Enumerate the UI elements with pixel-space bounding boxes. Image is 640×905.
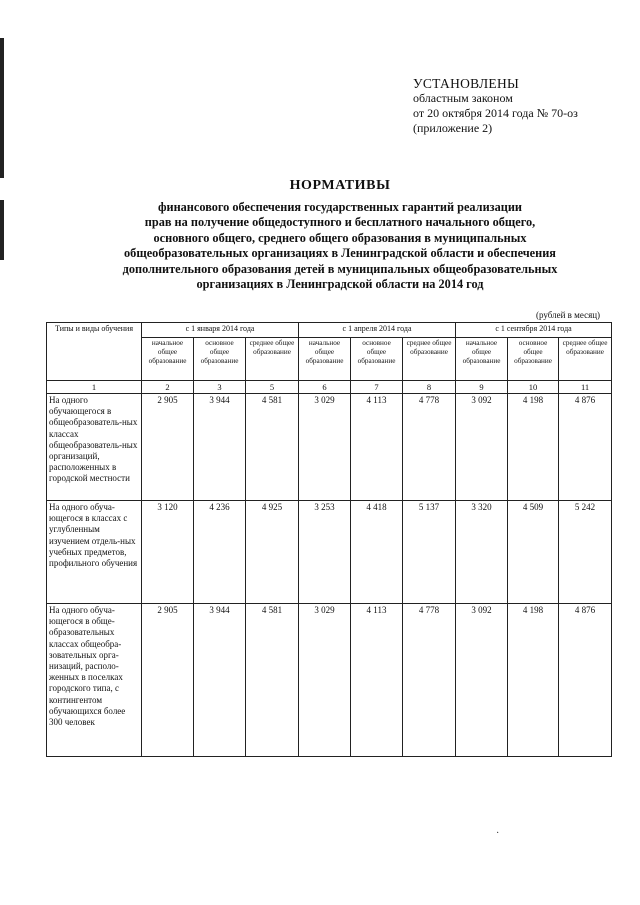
- title-line: организациях в Ленинградской области на 2014 год: [196, 277, 484, 292]
- approval-stamp: [413, 76, 578, 136]
- header-level: среднее общее образование: [403, 338, 456, 381]
- cell-value: 3 029: [299, 394, 351, 501]
- approval-line: от 20 октября 2014 года № 70-оз: [413, 106, 578, 120]
- cell-value: 4 876: [559, 394, 612, 501]
- cell-value: 4 581: [246, 394, 299, 501]
- column-number: 3: [194, 381, 246, 394]
- title-line: основного общего, среднего общего образования в муниципальных: [153, 230, 527, 245]
- cell-value: 3 253: [299, 501, 351, 604]
- header-level: начальное общее образование: [456, 338, 508, 381]
- cell-value: 3 029: [299, 604, 351, 757]
- approval-line: (приложение 2): [413, 121, 493, 135]
- cell-value: 4 113: [351, 604, 403, 757]
- cell-value: 4 198: [508, 604, 559, 757]
- header-period: с 1 сентября 2014 года: [456, 323, 612, 338]
- column-number: 11: [559, 381, 612, 394]
- column-number: 2: [142, 381, 194, 394]
- scan-edge-bottom: [0, 200, 4, 260]
- cell-value: 3 944: [194, 604, 246, 757]
- document-title: [40, 178, 640, 292]
- header-level: начальное общее образование: [299, 338, 351, 381]
- row-label: На одного обучающегося в общеобразователь-ных классах общеобразователь-ных организаций, расположенных в городской местности: [47, 394, 142, 501]
- cell-value: 5 137: [403, 501, 456, 604]
- title-line: прав на получение общедоступного и бесплатного начального общего,: [144, 215, 536, 230]
- row-label: На одного обуча-ющегося в обще-образовательных классах общеобра-зовательных орга-низаций, располо-женных в поселках городского типа, с контингентом обучающихся более 300 человек: [47, 604, 142, 757]
- cell-value: 3 944: [194, 394, 246, 501]
- table-row: [47, 604, 612, 757]
- title-main: НОРМАТИВЫ: [289, 178, 391, 193]
- approval-line: областным законом: [413, 91, 513, 105]
- cell-value: 4 925: [246, 501, 299, 604]
- title-line: финансового обеспечения государственных гарантий реализации: [157, 200, 522, 214]
- cell-value: 4 418: [351, 501, 403, 604]
- header-level: среднее общее образование: [559, 338, 612, 381]
- norms-table: [46, 322, 612, 757]
- title-line: дополнительного образования детей в муниципальных общеобразовательных: [122, 261, 558, 276]
- header-level: начальное общее образование: [142, 338, 194, 381]
- title-line: общеобразовательных организациях в Ленинградской области и обеспечения: [124, 246, 556, 261]
- cell-value: 4 236: [194, 501, 246, 604]
- header-level: основное общее образование: [508, 338, 559, 381]
- cell-value: 3 120: [142, 501, 194, 604]
- column-number: 9: [456, 381, 508, 394]
- column-number: 5: [246, 381, 299, 394]
- cell-value: 4 778: [403, 394, 456, 501]
- header-level: среднее общее образование: [246, 338, 299, 381]
- table-row: [47, 501, 612, 604]
- cell-value: 4 778: [403, 604, 456, 757]
- approval-heading: УСТАНОВЛЕНЫ: [413, 76, 520, 91]
- header-period: с 1 апреля 2014 года: [299, 323, 456, 338]
- header-period: с 1 января 2014 года: [142, 323, 299, 338]
- cell-value: 5 242: [559, 501, 612, 604]
- cell-value: 3 092: [456, 394, 508, 501]
- cell-value: 4 113: [351, 394, 403, 501]
- table-row: [47, 394, 612, 501]
- header-level: основное общее образование: [351, 338, 403, 381]
- header-type: Типы и виды обучения: [47, 323, 142, 381]
- scan-speck: ·: [496, 828, 500, 839]
- scan-edge-top: [0, 38, 4, 178]
- cell-value: 3 320: [456, 501, 508, 604]
- cell-value: 4 581: [246, 604, 299, 757]
- column-number: 1: [47, 381, 142, 394]
- column-number: 8: [403, 381, 456, 394]
- cell-value: 4 198: [508, 394, 559, 501]
- header-level: основное общее образование: [194, 338, 246, 381]
- cell-value: 2 905: [142, 394, 194, 501]
- cell-value: 4 876: [559, 604, 612, 757]
- column-number: 6: [299, 381, 351, 394]
- cell-value: 2 905: [142, 604, 194, 757]
- cell-value: 4 509: [508, 501, 559, 604]
- unit-note: (рублей в месяц): [536, 310, 601, 320]
- cell-value: 3 092: [456, 604, 508, 757]
- column-number: 10: [508, 381, 559, 394]
- row-label: На одного обуча-ющегося в классах с углубленным изучением отдель-ных учебных предметов, профильного обучения: [47, 501, 142, 604]
- column-number: 7: [351, 381, 403, 394]
